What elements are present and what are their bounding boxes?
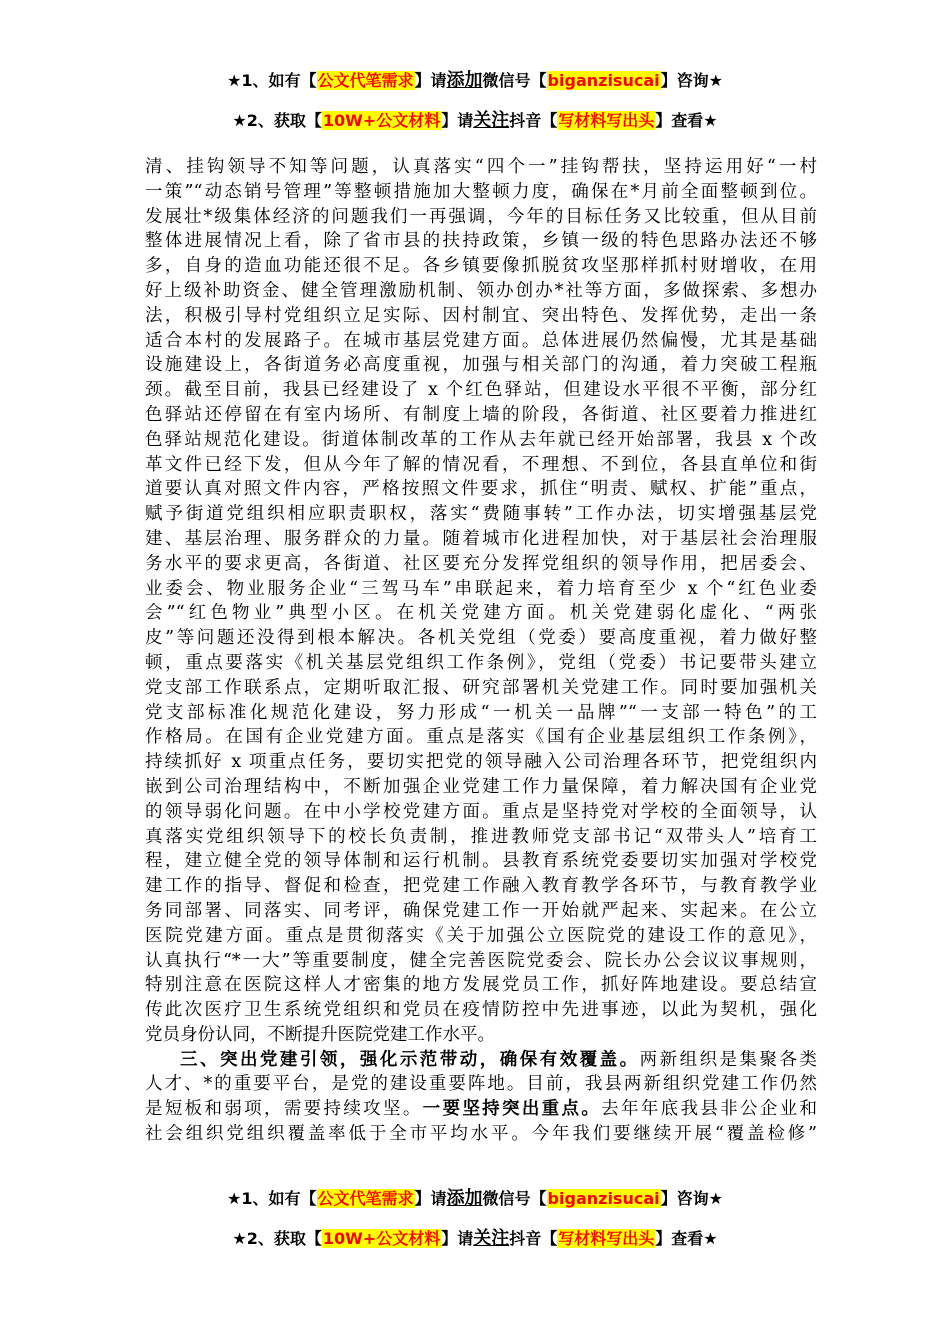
banner-text: 】查看★ [655,111,718,130]
banner-text: 抖音【 [509,111,558,130]
top-banner-line1 [0,70,950,92]
paragraph-line: 整体进展情况上看，除了省市县的扶持政策，乡镇一级的特色思路办法还不够 [145,231,817,252]
banner-emphasis: 关注 [473,1228,510,1249]
paragraph-line: 色驿站还停留在有室内场所、有制度上墙的阶段，各街道、社区要着力推进红 [145,404,817,425]
banner-emphasis: 关注 [473,110,510,131]
paragraph-line: 持续抓好 x 项重点任务，要切实把党的领导融入公司治理各环节，把党组织内 [145,752,817,773]
paragraph-line: 道要认真对照文件内容，严格按照文件要求，抓住“明责、赋权、扩能”重点， [145,479,817,500]
paragraph-line: 嵌到公司治理结构中，不断加强企业党建工作力量保障，着力解决国有企业党 [145,776,817,797]
paragraph-line: 建工作的指导、督促和检查，把党建工作融入教育教学各环节，与教育教学业 [145,876,817,897]
banner-text: ★1、如有【 [227,71,317,90]
paragraph-line: 务水平的要求更高，各街道、社区要充分发挥党组织的领导作用，把居委会、 [145,553,817,574]
top-banner-line2 [0,110,950,132]
section-heading: 三、突出党建引领，强化示范带动，确保有效覆盖。 [180,1049,640,1070]
paragraph-line: 党支部标准化规范化建设，努力形成“一机关一品牌”“一支部一特色”的工 [145,702,817,723]
banner-highlight: 10W+公文材料 [322,1229,441,1248]
paragraph-line: 法，积极引导村党组织立足实际、因村制宜、突出特色、发挥优势，走出一条 [145,305,817,326]
paragraph-line: 顿，重点要落实《机关基层党组织工作条例》，党组（党委）书记要带头建立 [145,652,817,673]
paragraph-line: 党员身份认同，不断提升医院党建工作水平。 [145,1024,495,1045]
paragraph-line: 程，建立健全党的领导体制和运行机制。县教育系统党委要切实加强对学校党 [145,851,817,872]
banner-highlight: 公文代笔需求 [317,1189,414,1208]
paragraph-line: 业委会、物业服务企业“三驾马车”串联起来，着力培育至少 x 个“红色业委 [145,578,817,599]
paragraph-line: 会”“红色物业”典型小区。在机关党建方面。机关党建弱化虚化、“两张 [145,603,817,624]
banner-text: 】请 [441,1229,474,1248]
paragraph-line [145,1048,817,1073]
banner-highlight: 写材料写出头 [558,1229,655,1248]
paragraph-line: 社会组织党组织覆盖率低于全市平均水平。今年我们要继续开展“覆盖检修” [145,1124,817,1145]
banner-text: ★2、获取【 [232,111,322,130]
banner-highlight: biganzisucai [547,1189,660,1208]
banner-highlight: biganzisucai [547,71,660,90]
paragraph-line: 多，自身的造血功能还很不足。各乡镇要像抓脱贫攻坚那样抓村财增收，在用 [145,256,817,277]
paragraph-line: 认真执行“*一大”等重要制度，健全完善医院党委会、院长办公会议议事规则， [145,950,817,971]
banner-emphasis: 添加 [446,1188,483,1209]
paragraph-line: 发展壮*级集体经济的问题我们一再强调，今年的目标任务又比较重，但从目前 [145,206,817,227]
paragraph-line: 建、基层治理、服务群众的力量。随着城市化进程加快，对于基层社会治理服 [145,528,817,549]
banner-highlight: 公文代笔需求 [317,71,414,90]
line-text: 去年年底我县非公企业和 [601,1099,817,1120]
banner-text: 】咨询★ [660,71,723,90]
paragraph-line: 真落实党组织领导下的校长负责制，推进教师党支部书记“双带头人”培育工 [145,826,817,847]
banner-text: 微信号【 [482,71,547,90]
banner-text: 】请 [414,1189,447,1208]
paragraph-line: 颈。截至目前，我县已经建设了 x 个红色驿站，但建设水平很不平衡，部分红 [145,380,817,401]
subsection-heading: 一要坚持突出重点。 [422,1099,602,1120]
bottom-banner-line1 [0,1188,950,1210]
paragraph-line: 特别注意在医院这样人才密集的地方发展党员工作，抓好阵地建设。要总结宣 [145,975,817,996]
paragraph-line: 作格局。在国有企业党建方面。重点是落实《国有企业基层组织工作条例》， [145,727,817,748]
paragraph-line: 好上级补助资金、健全管理激励机制、领办创办*社等方面，多做探索、多想办 [145,280,817,301]
banner-text: 】请 [441,111,474,130]
paragraph-line: 务同部署、同落实、同考评，确保党建工作一开始就严起来、实起来。在公立 [145,900,817,921]
paragraph-line: 设施建设上，各街道务必高度重视，加强与相关部门的沟通，着力突破工程瓶 [145,355,817,376]
body-text [145,155,817,1147]
paragraph-line: 党支部工作联系点，定期听取汇报、研究部署机关党建工作。同时要加强机关 [145,677,817,698]
banner-text: 】查看★ [655,1229,718,1248]
banner-highlight: 写材料写出头 [558,111,655,130]
paragraph-line: 传此次医疗卫生系统党组织和党员在疫情防控中先进事迹，以此为契机，强化 [145,1000,817,1021]
paragraph-line: 皮”等问题还没得到根本解决。各机关党组（党委）要高度重视，着力做好整 [145,628,817,649]
paragraph-line [145,1097,817,1122]
banner-text: ★2、获取【 [232,1229,322,1248]
banner-emphasis: 添加 [446,70,483,91]
banner-text: 】请 [414,71,447,90]
line-text: 两新组织是集聚各类 [639,1049,817,1070]
paragraph-line: 赋予街道党组织相应职责职权，落实“费随事转”工作办法，切实增强基层党 [145,504,817,525]
banner-text: 】咨询★ [660,1189,723,1208]
banner-text: 微信号【 [482,1189,547,1208]
paragraph-line: 医院党建方面。重点是贯彻落实《关于加强公立医院党的建设工作的意见》， [145,925,817,946]
paragraph-line: 色驿站规范化建设。街道体制改革的工作从去年就已经开始部署，我县 x 个改 [145,429,817,450]
line-text: 是短板和弱项，需要持续攻坚。 [145,1099,423,1120]
banner-text: ★1、如有【 [227,1189,317,1208]
paragraph-line: 人才、*的重要平台，是党的建设重要阵地。目前，我县两新组织党建工作仍然 [145,1074,817,1095]
bottom-banner-line2 [0,1228,950,1250]
paragraph-line: 清、挂钩领导不知等问题，认真落实“四个一”挂钩帮扶，坚持运用好“一村 [145,157,817,177]
banner-text: 抖音【 [509,1229,558,1248]
paragraph-1 [145,155,817,1048]
paragraph-line: 的领导弱化问题。在中小学校党建方面。重点是坚持党对学校的全面领导，认 [145,801,817,822]
paragraph-line: 一策”“动态销号管理”等整顿措施加大整顿力度，确保在*月前全面整顿到位。 [145,181,817,202]
paragraph-2 [145,1048,817,1147]
paragraph-line: 适合本村的发展路子。在城市基层党建方面。总体进展仍然偏慢，尤其是基础 [145,330,817,351]
banner-highlight: 10W+公文材料 [322,111,441,130]
paragraph-line: 革文件已经下发，但从今年了解的情况看，不理想、不到位，各县直单位和街 [145,454,817,475]
